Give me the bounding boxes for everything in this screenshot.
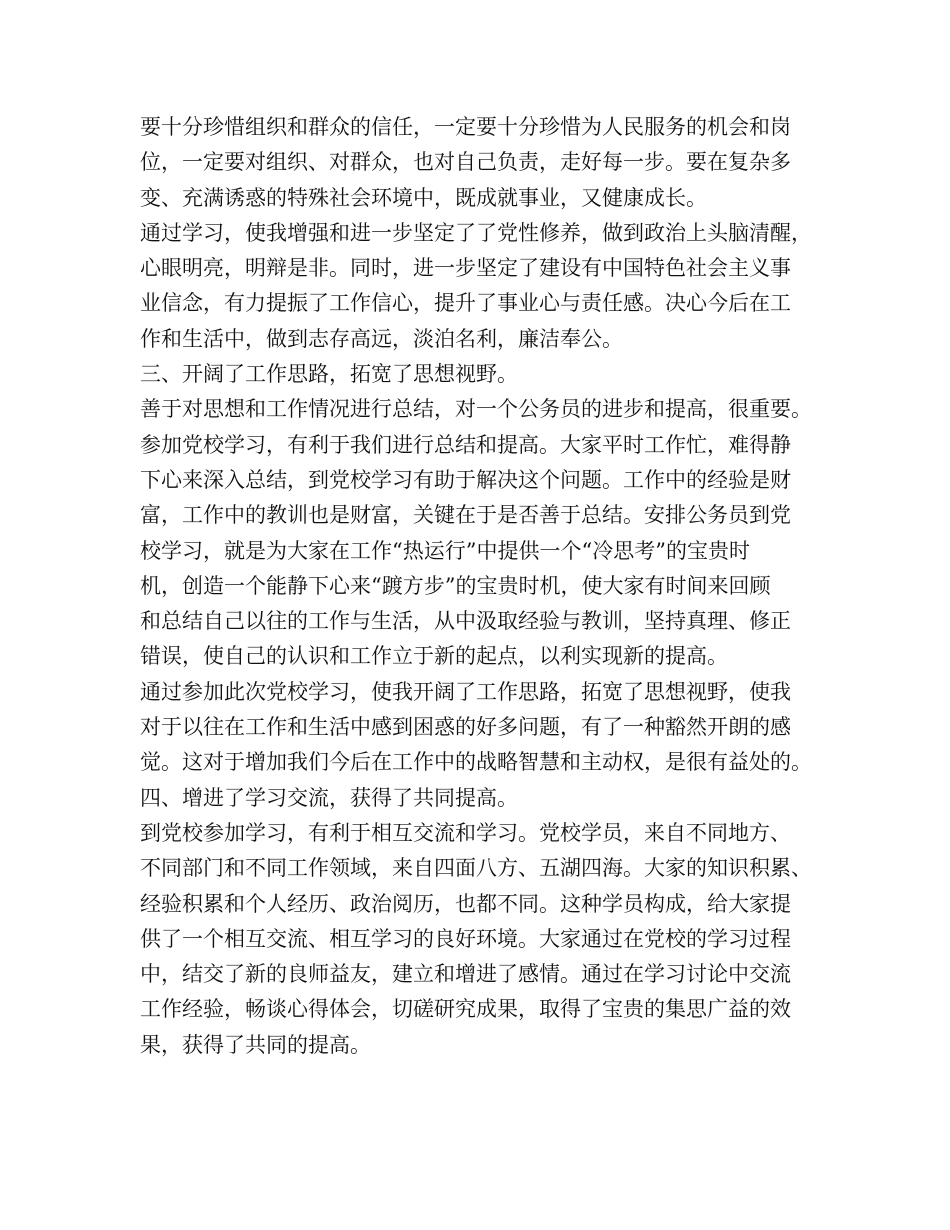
text-line: 不同部门和不同工作领域，来自四面八方、五湖四海。大家的知识积累、 [140,856,812,881]
text-line: 到党校参加学习，有利于相互交流和学习。党校学员，来自不同地方、 [140,820,791,845]
text-line: 中，结交了新的良师益友，建立和增进了感情。通过在学习讨论中交流 [140,962,791,987]
text-line: 供了一个相互交流、相互学习的良好环境。大家通过在党校的学习过程 [140,926,791,951]
text-line: 下心来深入总结，到党校学习有助于解决这个问题。工作中的经验是财 [140,467,791,492]
text-line: 业信念，有力提振了工作信心，提升了事业心与责任感。决心今后在工 [140,291,791,316]
text-line: 对于以往在工作和生活中感到困惑的好多问题，有了一种豁然开朗的感 [140,715,791,740]
text-line: 通过参加此次党校学习，使我开阔了工作思路，拓宽了思想视野，使我 [140,679,791,704]
text-line: 位，一定要对组织、对群众，也对自己负责，走好每一步。要在复杂多 [140,150,791,175]
text-line: 果，获得了共同的提高。 [140,1032,371,1057]
text-line: 变、充满诱惑的特殊社会环境中，既成就事业，又健康成长。 [140,185,707,210]
text-line: 校学习，就是为大家在工作“热运行”中提供一个“冷思考”的宝贵时 [140,538,750,563]
document-body [140,110,820,1063]
text-line: 要十分珍惜组织和群众的信任，一定要十分珍惜为人民服务的机会和岗 [140,115,791,139]
text-line: 三、开阔了工作思路，拓宽了思想视野。 [140,362,518,387]
text-line: 机，创造一个能静下心来“踱方步”的宝贵时机，使大家有时间来回顾 [140,573,771,598]
text-line: 四、增进了学习交流，获得了共同提高。 [140,785,518,810]
text-line: 富，工作中的教训也是财富，关键在于是否善于总结。安排公务员到党 [140,503,791,528]
text-line: 经验积累和个人经历、政治阅历，也都不同。这种学员构成，给大家提 [140,891,791,916]
text-line: 觉。这对于增加我们今后在工作中的战略智慧和主动权，是很有益处的。 [140,750,812,775]
text-line: 和总结自己以往的工作与生活，从中汲取经验与教训，坚持真理、修正 [140,609,791,634]
text-line: 善于对思想和工作情况进行总结，对一个公务员的进步和提高，很重要。 [140,397,812,422]
text-line: 参加党校学习，有利于我们进行总结和提高。大家平时工作忙，难得静 [140,432,791,457]
text-line: 作和生活中，做到志存高远，淡泊名利，廉洁奉公。 [140,326,623,351]
text-line: 错误，使自己的认识和工作立于新的起点，以利实现新的提高。 [140,644,728,669]
text-line: 心眼明亮，明辩是非。同时，进一步坚定了建设有中国特色社会主义事 [140,256,791,281]
text-line: 通过学习，使我增强和进一步坚定了了党性修养，做到政治上头脑清醒， [140,220,812,245]
text-line: 工作经验，畅谈心得体会，切磋研究成果，取得了宝贵的集思广益的效 [140,997,791,1022]
